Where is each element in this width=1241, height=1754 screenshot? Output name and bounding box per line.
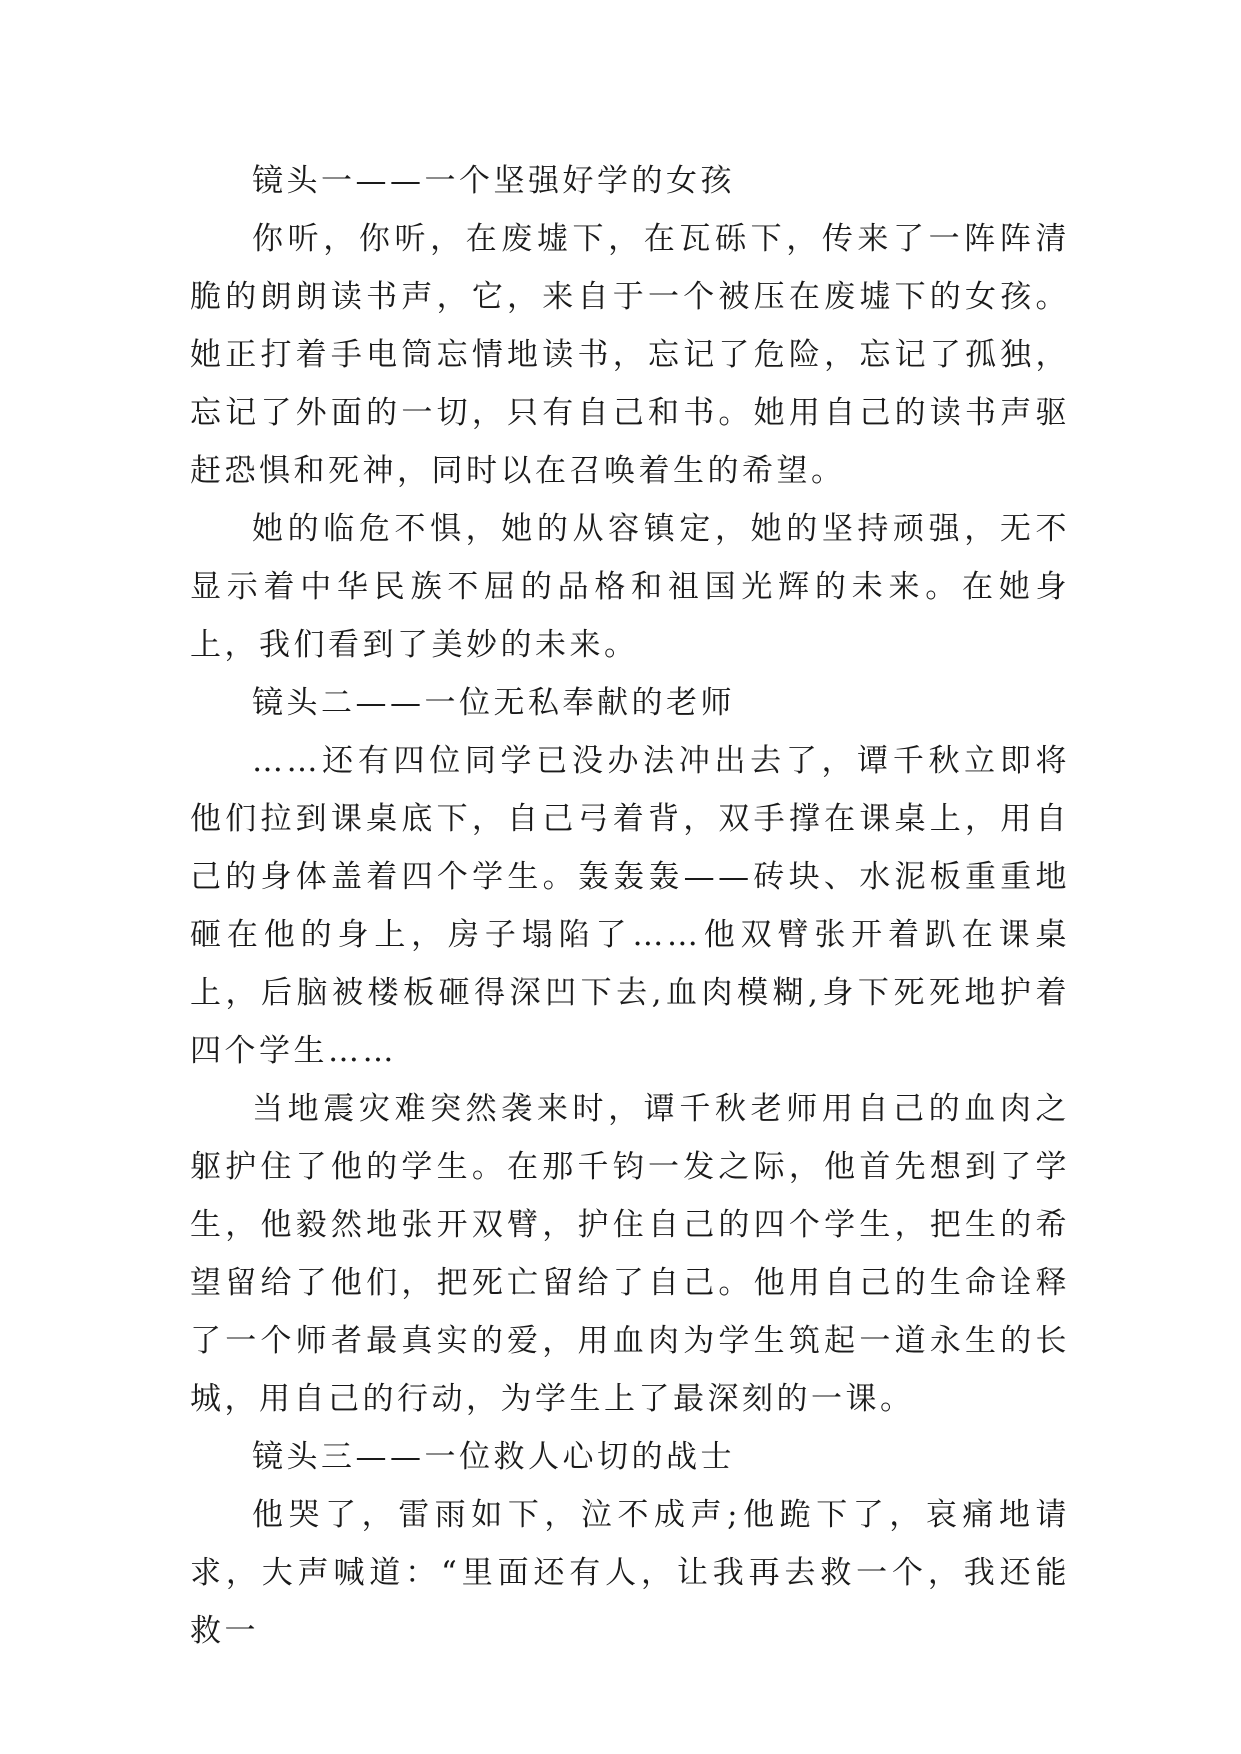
section-heading-1: 镜头一——一个坚强好学的女孩 (252, 163, 735, 199)
section-heading-2: 镜头二——一位无私奉献的老师 (252, 685, 735, 721)
document-body (190, 152, 1070, 1660)
paragraph-teacher-reflection: 当地震灾难突然袭来时，谭千秋老师用自己的血肉之躯护住了他的学生。在那千钧一发之际，他首先想到了学生，他毅然地张开双臂，护住自己的四个学生，把生的希望留给了他们，把死亡留给了自己。他用自己的生命诠释了一个师者最真实的爱，用血肉为学生筑起一道永生的长城，用自己的行动，为学生上了最深刻的一课。 (190, 1091, 1070, 1417)
section-heading-3: 镜头三——一位救人心切的战士 (252, 1439, 735, 1475)
paragraph-soldier-story: 他哭了，雷雨如下，泣不成声;他跪下了，哀痛地请求，大声喊道：“里面还有人，让我再去救一个，我还能救一 (190, 1497, 1070, 1649)
paragraph-teacher-story: ……还有四位同学已没办法冲出去了，谭千秋立即将他们拉到课桌底下，自己弓着背，双手撑在课桌上，用自己的身体盖着四个学生。轰轰轰——砖块、水泥板重重地砸在他的身上，房子塌陷了……他双臂张开着趴在课桌上，后脑被楼板砸得深凹下去,血肉模糊,身下死死地护着四个学生…… (190, 743, 1070, 1069)
paragraph-girl-reflection: 她的临危不惧，她的从容镇定，她的坚持顽强，无不显示着中华民族不屈的品格和祖国光辉的未来。在她身上，我们看到了美妙的未来。 (190, 511, 1070, 663)
paragraph-girl-reading: 你听，你听，在废墟下，在瓦砾下，传来了一阵阵清脆的朗朗读书声，它，来自于一个被压在废墟下的女孩。她正打着手电筒忘情地读书，忘记了危险，忘记了孤独，忘记了外面的一切，只有自己和书。她用自己的读书声驱赶恐惧和死神，同时以在召唤着生的希望。 (190, 221, 1070, 489)
